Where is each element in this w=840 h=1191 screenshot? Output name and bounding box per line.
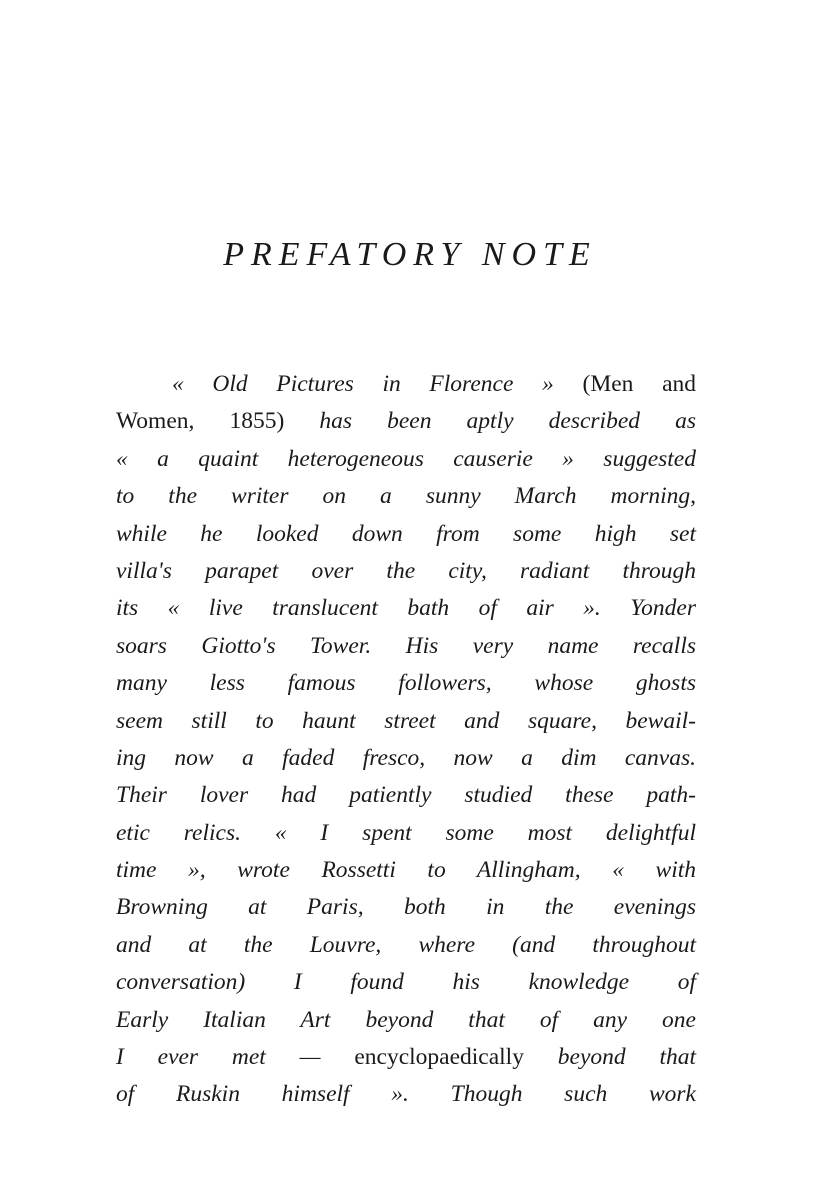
text-line: Early Italian Art beyond that of any one [116,1006,696,1033]
text-line: villa's parapet over the city, radiant through [116,557,696,584]
line-segment-italic: I ever met — [116,1044,355,1071]
text-line: seem still to haunt street and square, bewail- [116,707,696,734]
text-line: to the writer on a sunny March morning, [116,483,696,510]
page-title: PREFATORY NOTE [223,236,597,273]
text-line: ing now a faded fresco, now a dim canvas. [116,744,696,771]
text-line: many less famous followers, whose ghosts [116,670,696,697]
text-line: etic relics. « I spent some most delightful [116,819,696,846]
text-line: its « live translucent bath of air ». Yonder [116,595,696,622]
line-segment-italic: beyond that [523,1044,697,1071]
text-line: while he looked down from some high set [116,520,696,547]
text-line: « a quaint heterogeneous causerie » suggested [116,445,696,472]
text-line: and at the Louvre, where (and throughout [116,931,696,958]
text-line [116,1039,696,1076]
text-line: soars Giotto's Tower. His very name recalls [116,632,696,659]
text-line [116,366,696,403]
line-segment-roman: (Men and [553,371,696,397]
line-segment-roman: Women, 1855) [116,408,285,435]
text-line: time », wrote Rossetti to Allingham, « with [116,857,696,884]
text-line [116,403,696,440]
line-segment-roman: encyclopaedically [354,1044,524,1071]
line-segment-italic: has been aptly described as [284,408,696,435]
text-line: of Ruskin himself ». Though such work [116,1081,696,1108]
text-line: Browning at Paris, both in the evenings [116,894,696,921]
text-line: conversation) I found his knowledge of [116,969,696,996]
line-segment-italic: « Old Pictures in Florence » [172,371,554,397]
body-text [116,366,696,1114]
text-line: Their lover had patiently studied these path- [116,782,696,809]
